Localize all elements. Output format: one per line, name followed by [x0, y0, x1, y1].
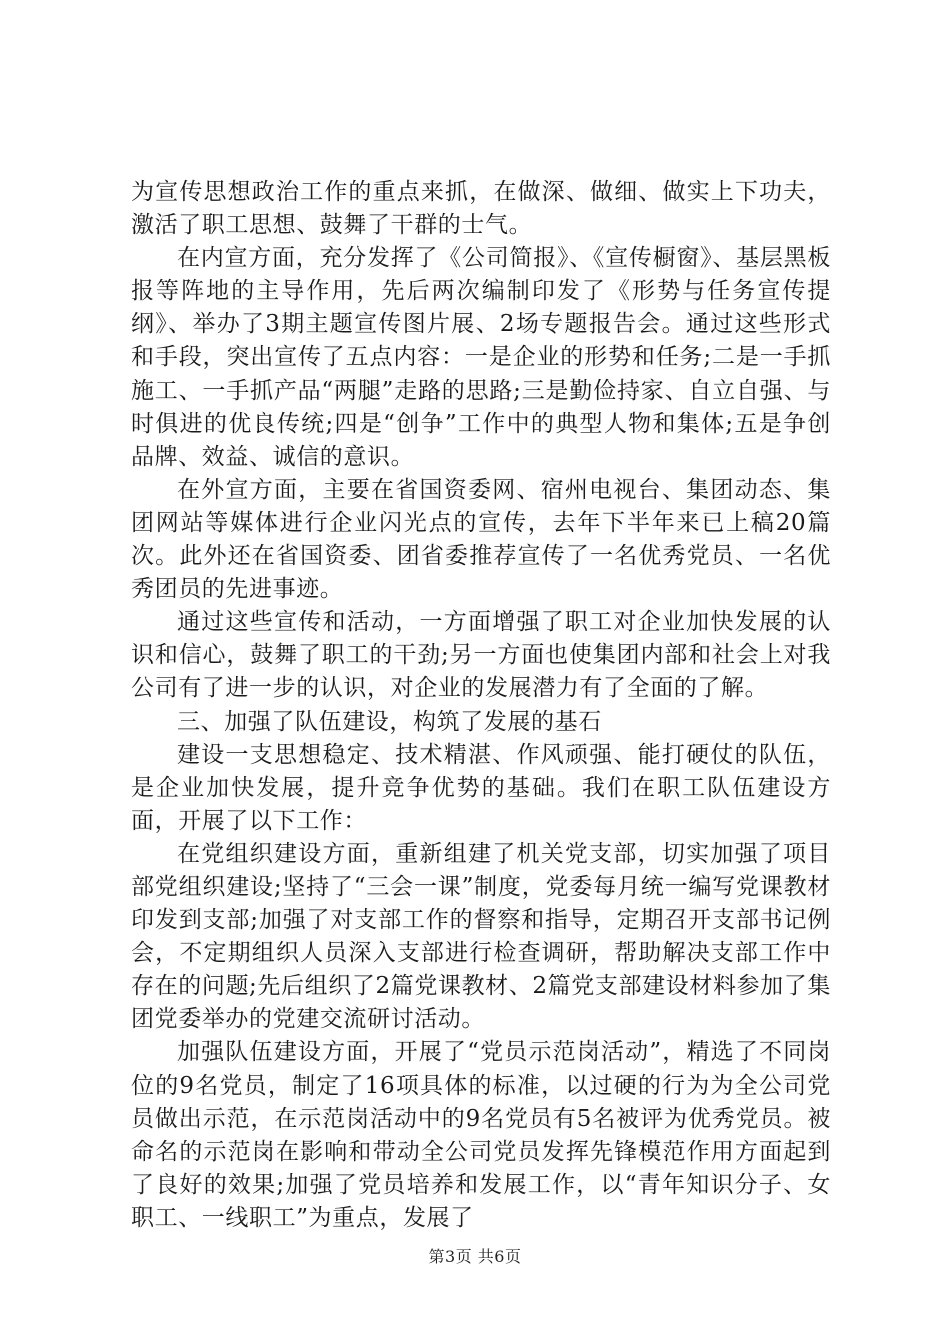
paragraph-party-organization: 在党组织建设方面，重新组建了机关党支部，切实加强了项目部党组织建设;坚持了“三会一课”制度，党委每月统一编写党课教材印发到支部;加强了对支部工作的督察和指导，定期召开支部书记例会，不定期组织人员深入支部进行检查调研，帮助解决支部工作中存在的问题;先后组织了2篇党课教材、2篇党支部建设材料参加了集团党委举办的党建交流研讨活动。	[131, 840, 831, 1033]
paragraph-team-strengthening: 加强队伍建设方面，开展了“党员示范岗活动”，精选了不同岗位的9名党员，制定了16项具体的标准，以过硬的行为为全公司党员做出示范，在示范岗活动中的9名党员有5名被评为优秀党员。被命名的示范岗在影响和带动全公司党员发挥先锋模范作用方面起到了良好的效果;加强了党员培养和发展工作，以“青年知识分子、女职工、一线职工”为重点，发展了	[131, 1039, 831, 1231]
page-footer: 第3页 共6页	[428, 1247, 522, 1266]
section-heading: 三、加强了队伍建设，构筑了发展的基石	[177, 708, 602, 735]
paragraph-internal-publicity: 在内宣方面，充分发挥了《公司简报》、《宣传橱窗》、基层黑板报等阵地的主导作用，先后两次编制印发了《形势与任务宣传提纲》、举办了3期主题宣传图片展、2场专题报告会。通过这些形式和手段，突出宣传了五点内容：一是企业的形势和任务;二是一手抓施工、一手抓产品“两腿”走路的思路;三是勤俭持家、自立自强、与时俱进的优良传统;四是“创争”工作中的典型人物和集体;五是争创品牌、效益、诚信的意识。	[131, 245, 831, 470]
paragraph-team-building: 建设一支思想稳定、技术精湛、作风顽强、能打硬仗的队伍，是企业加快发展，提升竞争优势的基础。我们在职工队伍建设方面，开展了以下工作：	[131, 741, 831, 834]
paragraph-continued: 为宣传思想政治工作的重点来抓，在做深、做细、做实上下功夫，激活了职工思想、鼓舞了干群的士气。	[131, 179, 831, 239]
paragraph-publicity-results: 通过这些宣传和活动，一方面增强了职工对企业加快发展的认识和信心，鼓舞了职工的干劲;另一方面也使集团内部和社会上对我公司有了进一步的认识，对企业的发展潜力有了全面的了解。	[131, 609, 831, 702]
paragraph-external-publicity: 在外宣方面，主要在省国资委网、宿州电视台、集团动态、集团网站等媒体进行企业闪光点的宣传，去年下半年来已上稿20篇次。此外还在省国资委、团省委推荐宣传了一名优秀党员、一名优秀团员的先进事迹。	[131, 476, 831, 603]
document-body	[131, 176, 831, 1235]
